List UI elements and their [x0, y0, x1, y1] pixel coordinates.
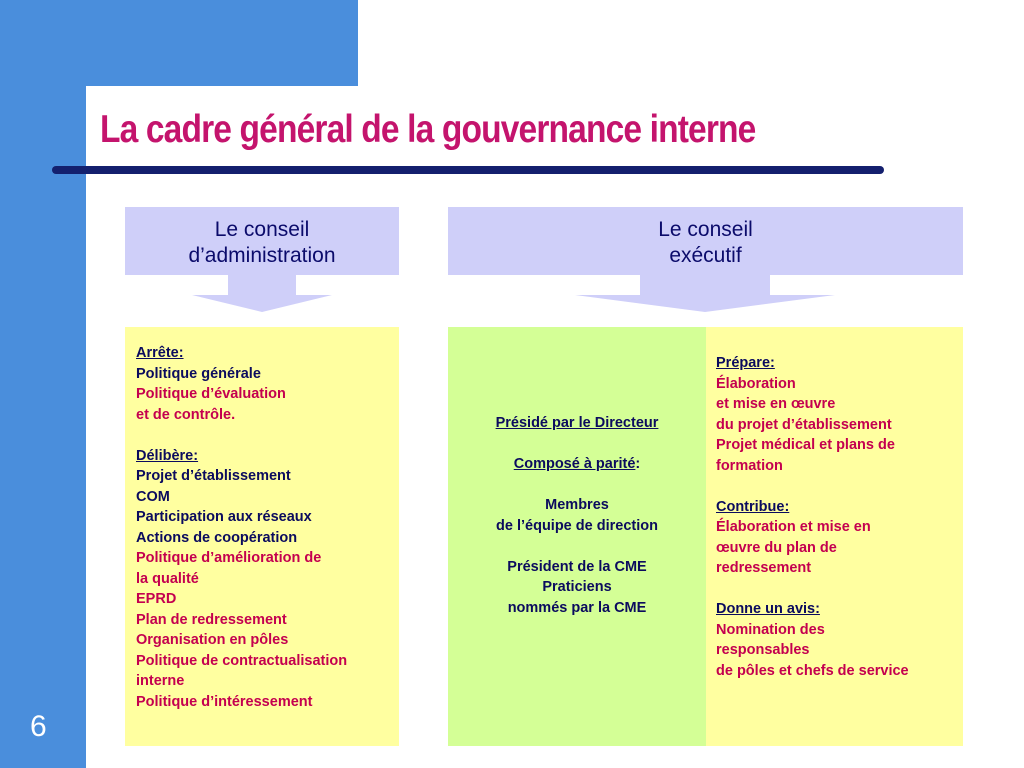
delibere-item: Politique de contractualisation	[136, 652, 348, 669]
delibere-item: EPRD	[136, 591, 177, 607]
down-arrow-left	[192, 275, 332, 313]
delibere-heading: Délibère:	[136, 447, 199, 464]
spacer	[448, 536, 706, 557]
delibere-item: Plan de redressement	[136, 611, 287, 628]
page-number: 6	[30, 710, 47, 743]
delibere-item: Politique d’intéressement	[136, 693, 313, 710]
membres-line: Membres	[545, 497, 609, 513]
prepare-item: du projet d’établissement	[716, 416, 892, 433]
delibere-item: Projet d’établissement	[136, 468, 291, 484]
avis-item: responsables	[716, 642, 810, 658]
top-corner-band	[0, 0, 358, 86]
header-left-line2: d’administration	[188, 244, 336, 267]
prepare-item: et mise en œuvre	[716, 396, 836, 412]
spacer	[448, 434, 706, 455]
contribue-heading: Contribue:	[716, 498, 790, 515]
delibere-item: la qualité	[136, 570, 199, 587]
conseil-administration-box	[125, 327, 399, 746]
president-line: nommés par la CME	[507, 599, 647, 616]
delibere-item: Organisation en pôles	[136, 632, 289, 648]
header-conseil-executif	[448, 207, 963, 275]
preside-text: Présidé par le Directeur	[495, 415, 659, 431]
membres-line: de l’équipe de direction	[496, 517, 658, 534]
spacer	[448, 475, 706, 496]
avis-item: Nomination des	[716, 621, 825, 638]
compose-suffix: :	[635, 456, 641, 472]
arrete-item: Politique générale	[136, 365, 261, 382]
prepare-heading: Prépare:	[716, 355, 775, 371]
arrete-item: Politique d’évaluation	[136, 386, 286, 402]
contribue-item: redressement	[716, 560, 812, 576]
header-conseil-administration	[125, 207, 399, 275]
slide-title: La cadre général de la gouvernance interne	[100, 108, 756, 151]
avis-item: de pôles et chefs de service	[716, 662, 909, 679]
conseil-executif-composition-box	[448, 327, 706, 746]
compose-line	[448, 454, 706, 475]
arrete-item: et de contrôle.	[136, 406, 236, 423]
spacer	[136, 425, 399, 446]
president-line: Président de la CME	[507, 558, 647, 575]
compose-text: Composé à parité	[513, 456, 636, 472]
header-right-line1: Le conseil	[658, 218, 753, 241]
delibere-item: interne	[136, 673, 185, 689]
prepare-item: Projet médical et plans de	[716, 437, 895, 453]
delibere-item: Actions de coopération	[136, 529, 298, 546]
president-line: Praticiens	[542, 579, 612, 595]
header-right-line2: exécutif	[669, 244, 742, 267]
conseil-executif-roles-box	[706, 327, 963, 746]
delibere-item: Politique d’amélioration de	[136, 550, 322, 566]
avis-heading: Donne un avis:	[716, 601, 820, 617]
spacer	[716, 476, 963, 497]
left-sidebar-band	[0, 0, 86, 768]
delibere-item: Participation aux réseaux	[136, 509, 312, 525]
header-left-line1: Le conseil	[214, 218, 310, 241]
prepare-item: formation	[716, 457, 783, 474]
spacer	[716, 579, 963, 600]
title-underline	[52, 166, 884, 174]
down-arrow-right	[575, 275, 835, 313]
contribue-item: Élaboration et mise en	[716, 519, 871, 535]
arrete-heading: Arrête:	[136, 345, 184, 361]
contribue-item: œuvre du plan de	[716, 539, 837, 556]
delibere-item: COM	[136, 488, 170, 505]
prepare-item: Élaboration	[716, 375, 796, 392]
